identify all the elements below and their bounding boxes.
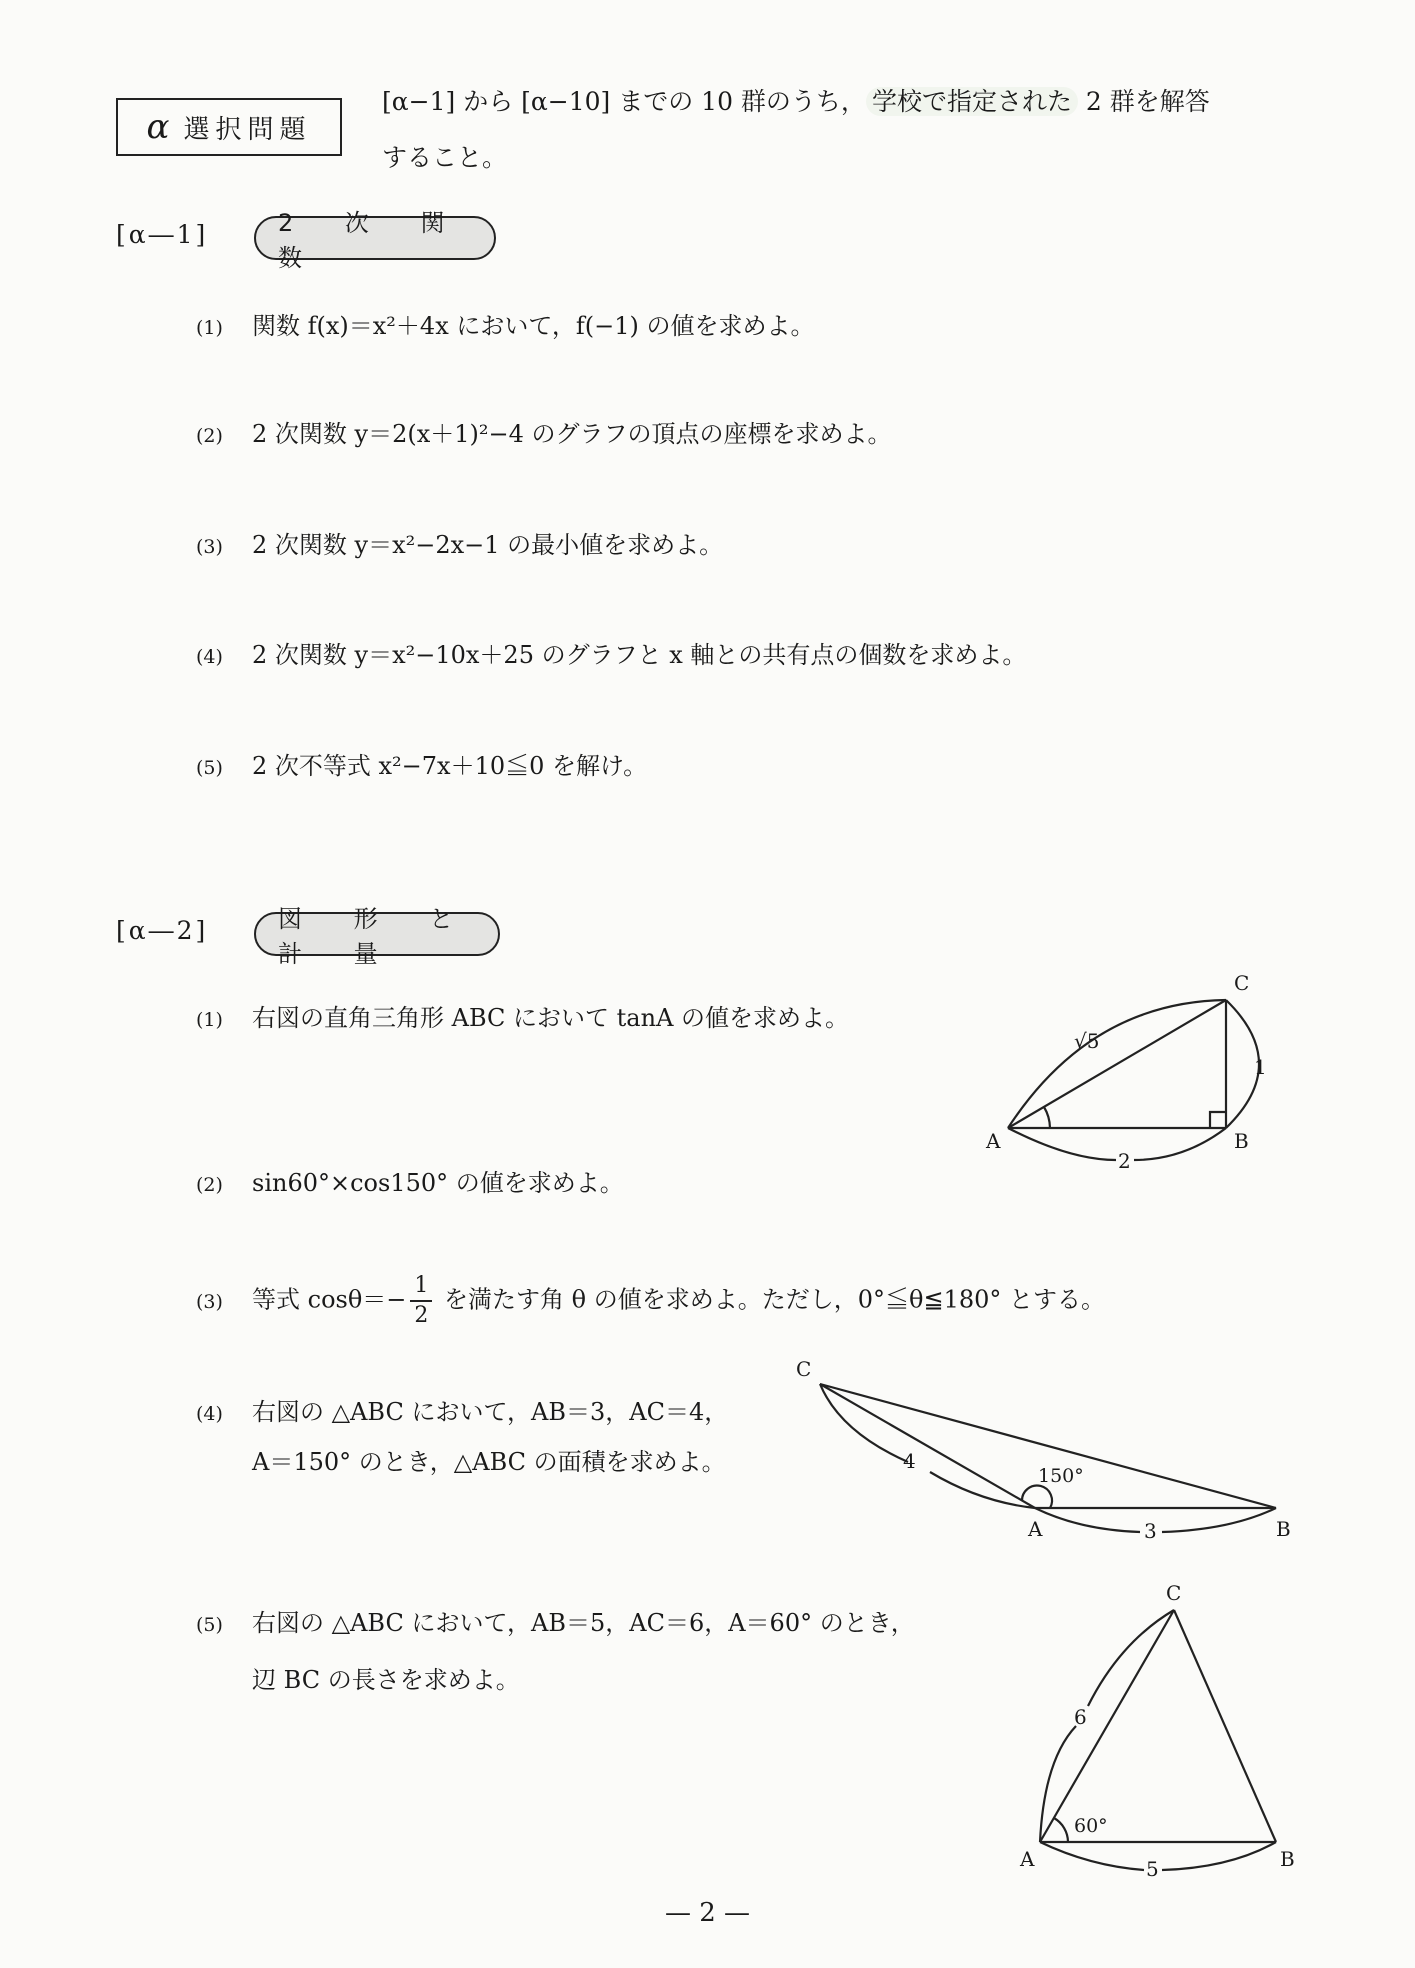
question-text: 右図の直角三角形 ABC において tanA の値を求めよ。 (252, 1004, 850, 1032)
s2-question-1 (196, 998, 849, 1040)
side-ac-line (1040, 1610, 1174, 1842)
arc-ab-right (1134, 1128, 1226, 1160)
arc-ac-lower (1040, 1726, 1076, 1842)
question-number: (2) (196, 425, 223, 447)
vertex-c-label: C (1166, 1581, 1182, 1605)
section2-label: [α―2] (116, 916, 209, 945)
vertex-c-label: C (796, 1357, 812, 1381)
instructions (382, 74, 1312, 186)
side-ab-length-label: 2 (1118, 1149, 1131, 1173)
angle-a-label: 150° (1038, 1465, 1084, 1487)
section2-title-pill: 図 形 と 計 量 (254, 912, 500, 956)
side-bc-line (1174, 1610, 1276, 1842)
angle-a-mark (1044, 1107, 1050, 1128)
question-text: 2 次関数 y＝x²−2x−1 の最小値を求めよ。 (252, 531, 724, 559)
s1-question-4 (196, 635, 1026, 677)
vertex-b-label: B (1276, 1517, 1291, 1541)
page-number: — 2 — (664, 1898, 751, 1928)
section1-title-pill: 2 次 関 数 (254, 216, 496, 260)
right-triangle-figure (970, 960, 1300, 1180)
alpha-symbol: α (146, 107, 170, 147)
vertex-a-label: A (986, 1129, 1001, 1153)
side-ac-line (1008, 1000, 1226, 1128)
s2-question-3 (196, 1272, 1105, 1330)
section-header-title: 選択問題 (183, 114, 312, 145)
arc-ab-right (1162, 1842, 1276, 1870)
obtuse-triangle-figure (790, 1352, 1310, 1552)
s1-question-1 (196, 306, 815, 348)
s2-question-5 (196, 1603, 915, 1645)
question-text-before: 等式 cosθ＝− (252, 1285, 407, 1314)
question-number: (3) (196, 1290, 223, 1313)
question-number: (1) (196, 1009, 223, 1031)
question-number: (3) (196, 536, 223, 558)
side-ac-length-label: 4 (903, 1449, 916, 1473)
question-text-after: を満たす角 θ の値を求めよ。ただし，0°≦θ≦180° とする。 (436, 1285, 1106, 1314)
s1-question-2 (196, 414, 892, 456)
s1-question-5 (196, 746, 647, 788)
question-text: 右図の △ABC において，AB＝5，AC＝6，A＝60° のとき， (252, 1609, 915, 1637)
side-ab-length-label: 5 (1146, 1857, 1159, 1880)
hypotenuse-label: √5 (1074, 1029, 1100, 1053)
question-text: sin60°×cos150° の値を求めよ。 (252, 1169, 624, 1197)
question-text: 右図の △ABC において，AB＝3，AC＝4， (252, 1398, 729, 1426)
fraction-denominator: 2 (414, 1303, 429, 1328)
question-text: 関数 f(x)＝x²＋4x において，f(−1) の値を求めよ。 (252, 312, 815, 340)
fraction (410, 1272, 432, 1330)
fraction-numerator: 1 (410, 1272, 432, 1302)
question-text: 2 次関数 y＝2(x＋1)²−4 のグラフの頂点の座標を求めよ。 (252, 420, 892, 448)
vertex-a-label: A (1028, 1517, 1043, 1541)
arc-ab-right (1162, 1508, 1276, 1532)
s2-question-2 (196, 1163, 624, 1205)
arc-ab-left (1040, 1842, 1144, 1870)
angle-a-label: 60° (1074, 1815, 1108, 1837)
sixty-degree-triangle-figure (1010, 1570, 1320, 1880)
arc-ab-left (1035, 1508, 1140, 1532)
s2-question-5-line2: 辺 BC の長さを求めよ。 (252, 1666, 520, 1694)
question-number: (2) (196, 1174, 223, 1196)
question-number: (5) (196, 757, 223, 779)
arc-ab-left (1008, 1128, 1116, 1160)
question-number: (4) (196, 1403, 223, 1425)
angle-a-mark (1054, 1818, 1068, 1842)
side-ac-line (820, 1384, 1035, 1508)
instruction-before: [α−1] から [α−10] までの 10 群のうち， (382, 87, 866, 116)
question-number: (5) (196, 1614, 223, 1636)
question-number: (4) (196, 646, 223, 668)
vertex-c-label: C (1234, 971, 1250, 995)
arc-ac-upper (1088, 1610, 1174, 1706)
side-ab-length-label: 3 (1144, 1519, 1157, 1543)
instruction-line2: すること。 (382, 143, 508, 172)
side-ac-length-label: 6 (1074, 1705, 1087, 1729)
vertex-a-label: A (1020, 1847, 1035, 1871)
instruction-highlight: 学校で指定された (866, 87, 1078, 116)
s2-question-4-line2: A＝150° のとき，△ABC の面積を求めよ。 (252, 1448, 726, 1476)
question-text: 2 次関数 y＝x²−10x＋25 のグラフと x 軸との共有点の個数を求めよ。 (252, 641, 1027, 669)
instruction-after: 2 群を解答 (1077, 87, 1210, 116)
question-text: 2 次不等式 x²−7x＋10≦0 を解け。 (252, 752, 648, 780)
right-angle-mark (1210, 1112, 1226, 1128)
angle-a-mark (1022, 1486, 1052, 1508)
vertex-b-label: B (1280, 1847, 1295, 1871)
vertex-b-label: B (1234, 1129, 1249, 1153)
s1-question-3 (196, 525, 723, 567)
section1-label: [α―1] (116, 220, 209, 249)
side-bc-length-label: 1 (1254, 1055, 1267, 1079)
s2-question-4 (196, 1392, 728, 1434)
question-number: (1) (196, 317, 223, 339)
section-header-box (116, 98, 342, 156)
